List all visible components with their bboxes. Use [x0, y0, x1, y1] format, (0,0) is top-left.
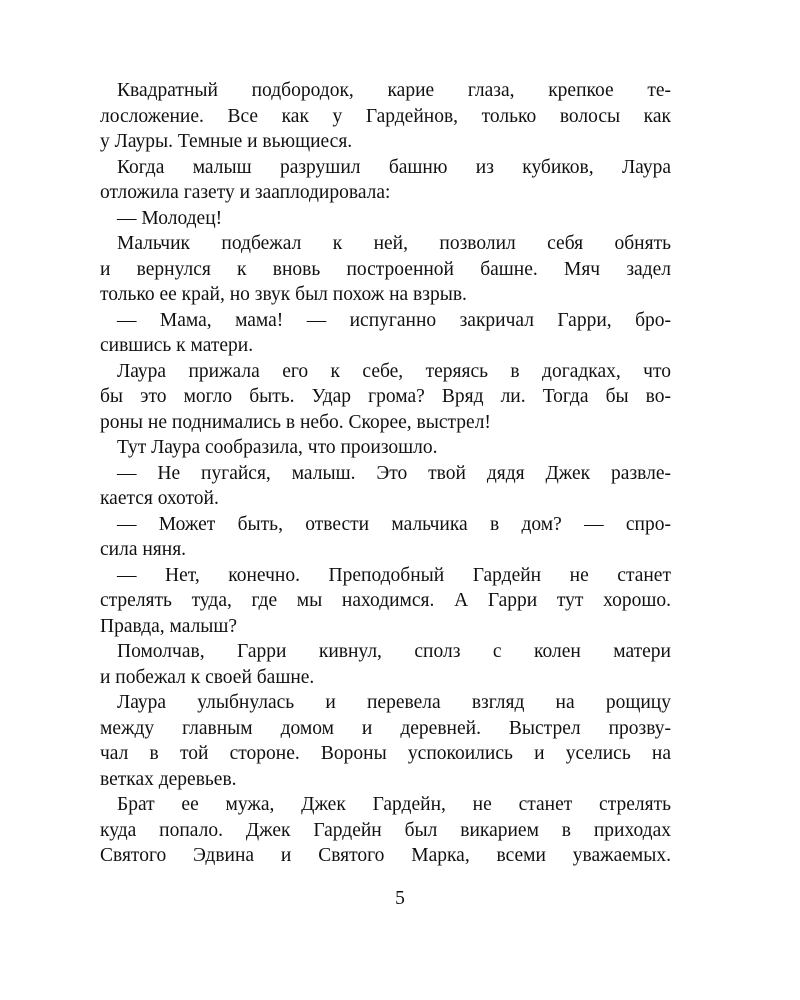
text-line: сила няня.: [100, 539, 187, 560]
text-line: Помолчав, Гарри кивнул, сполз с колен матери: [117, 641, 671, 662]
text-line: Брат ее мужа, Джек Гардейн, не станет стрелять: [117, 794, 671, 815]
text-line: и вернулся к вновь построенной башне. Мяч задел: [100, 258, 671, 280]
text-line: бы это могло быть. Удар грома? Вряд ли. Тогда бы во-: [100, 386, 671, 407]
text-line: кается охотой.: [100, 488, 219, 509]
text-line: Лаура прижала его к себе, теряясь в догадках, что: [117, 360, 671, 382]
text-line: только ее край, но звук был похож на взрыв.: [100, 284, 467, 305]
text-line: Святого Эдвина и Святого Марка, всеми уважаемых.: [100, 845, 671, 866]
text-line: ветках деревьев.: [100, 768, 237, 790]
text-line: у Лауры. Темные и вьющиеся.: [100, 131, 353, 152]
text-line: и побежал к своей башне.: [100, 666, 315, 688]
text-line: между главным домом и деревней. Выстрел прозву-: [100, 717, 671, 739]
text-line: Правда, малыш?: [100, 615, 238, 637]
text-line: сившись к матери.: [100, 335, 254, 356]
text-line: лосложение. Все как у Гардейнов, только волосы как: [100, 105, 671, 127]
text-line: чал в той стороне. Вороны успокоились и уселись на: [100, 743, 671, 764]
text-line: стрелять туда, где мы находимся. А Гарри тут хорошо.: [100, 590, 671, 611]
page-number: 5: [395, 888, 405, 909]
text-line: — Нет, конечно. Преподобный Гардейн не станет: [117, 564, 671, 586]
text-line: — Не пугайся, малыш. Это твой дядя Джек развле-: [117, 462, 671, 484]
text-line: — Молодец!: [117, 207, 223, 229]
text-line: роны не поднимались в небо. Скорее, выстрел!: [100, 411, 491, 433]
body-text: [100, 78, 671, 869]
text-line: Квадратный подбородок, карие глаза, крепкое те-: [117, 80, 671, 101]
text-line: отложила газету и зааплодировала:: [100, 182, 391, 203]
text-line: Лаура улыбнулась и перевела взгляд на рощицу: [117, 692, 671, 713]
text-line: Мальчик подбежал к ней, позволил себя обнять: [117, 233, 671, 254]
text-line: Тут Лаура сообразила, что произошло.: [117, 437, 438, 458]
text-line: Когда малыш разрушил башню из кубиков, Лаура: [117, 156, 671, 178]
text-line: куда попало. Джек Гардейн был викарием в приходах: [100, 819, 671, 841]
text-line: — Мама, мама! — испуганно закричал Гарри, бро-: [117, 309, 671, 331]
text-line: — Может быть, отвести мальчика в дом? — спро-: [117, 513, 671, 535]
